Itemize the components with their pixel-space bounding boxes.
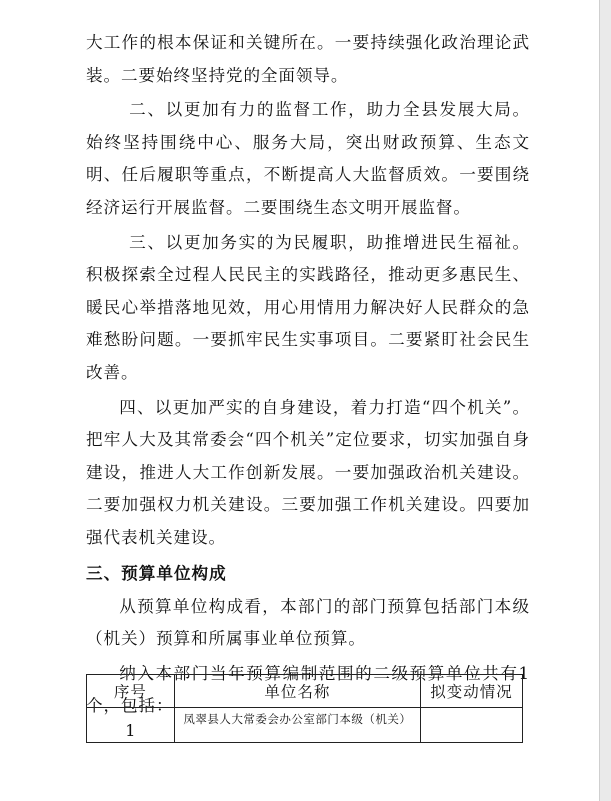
- header-planned-change: 拟变动情况: [420, 675, 522, 708]
- cell-planned-change: [420, 708, 522, 743]
- section-heading-budget-units: 三、预算单位构成: [86, 563, 227, 583]
- table-header-row: [87, 675, 523, 708]
- viewer-margin: [600, 0, 611, 801]
- paragraph-intro: 大工作的根本保证和关键所在。一要持续强化政治理论武装。二要始终坚持党的全面领导。: [86, 33, 530, 85]
- paragraph-budget-composition: 从预算单位构成看，本部门的部门预算包括部门本级（机关）预算和所属事业单位预算。: [86, 596, 530, 649]
- cell-unit-name: 凤翠县人大常委会办公室部门本级（机关）: [174, 708, 420, 743]
- header-unit-name: 单位名称: [174, 675, 420, 708]
- table-row: [87, 708, 523, 743]
- paragraph-livelihood: 三、以更加务实的为民履职，助推增进民生福祉。积极探索全过程人民民主的实践路径，推动更多惠民生、暖民心举措落地见效，用心用情用力解决好人民群众的急难愁盼问题。一要抓牢民生实事项目。二要紧盯社会民生改善。: [86, 232, 530, 382]
- cell-index: 1: [87, 708, 175, 743]
- header-index: 序号: [87, 675, 175, 708]
- paragraph-self-building: 四、以更加严实的自身建设，着力打造“四个机关”。把牢人大及其常委会“四个机关”定位要求，切实加强自身建设，推进人大工作创新发展。一要加强政治机关建设。二要加强权力机关建设。三要加强工作机关建设。四要加强代表机关建设。: [86, 397, 530, 547]
- document-body: [86, 27, 530, 725]
- paragraph-budget-scope: 纳入本部门当年预算编制范围的二级预算单位共有1个，包括：: [86, 663, 530, 716]
- paragraph-supervision: 二、以更加有力的监督工作，助力全县发展大局。始终坚持围绕中心、服务大局，突出财政预算、生态文明、任后履职等重点，不断提高人大监督质效。一要围绕经济运行开展监督。二要围绕生态文明开展监督。: [86, 100, 530, 217]
- budget-units-table: [86, 674, 523, 743]
